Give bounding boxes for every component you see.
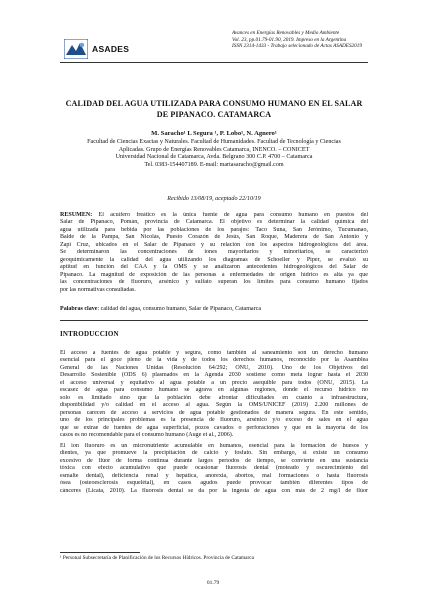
affiliation-line: Aplicadas. Grupo de Energías Renovables Catamarca, INENCO. – CONICET [118, 146, 310, 153]
affiliation [60, 139, 368, 169]
intro-paragraph-1 [60, 350, 368, 439]
title-line: CALIDAD DEL AGUA UTILIZADA PARA CONSUMO HUMANO EN EL SALAR [65, 99, 363, 108]
abstract-line: por las normativas consultadas. [60, 286, 136, 293]
abstract-line: Se determinaron las concentraciones de iones mayoritarios y minoritarios, se caracterizó [60, 249, 368, 256]
abstract-line: agua utilizada para bebida por las poblaciones de los parajes: Taco Suna, San Jerónimo, Tucumanao, [60, 226, 368, 233]
header-rule [60, 62, 368, 63]
abstract-line: Balde de la Pampa, San Nicolás, Puesto Corazón de Jesús, San Roque, Maderera de San Antonio y [60, 234, 368, 241]
section-heading: INTRODUCCION [60, 330, 119, 338]
abstract [60, 212, 368, 294]
intro-line: cánceres (Licata, 2010). La fluorosis dental se da por la ingesta de agua con más de 2 mg/l de flúor [60, 487, 368, 494]
abstract-line: El acuífero freático es la única fuente de agua para consumo humano en puestos del [92, 212, 368, 218]
intro-line: escasez de agua para consumo humano se agrava en algunas regiones, donde el recurso hídrico no [60, 387, 368, 394]
intro-line: excesivo de flúor de forma continua durante largos períodos de tiempo, se convierte en una sustancia [60, 457, 368, 464]
abstract-line: Salar de Pipanaco, Pomán, provincia de Catamarca. El objetivo es determinar la calidad química del [60, 219, 368, 226]
abstract-line: Pipanaco. La magnitud de exposición de las personas a enfermedades de origen hídrico es alta ya que [60, 271, 368, 278]
keywords-text: : calidad del agua, consumo humano, Salar de Pipanaco, Catamarca [97, 306, 261, 312]
journal-info [232, 30, 382, 50]
journal-line: Vol. 23, pp.01.79-01.90, 2019. Impreso en la Argentina [232, 36, 347, 43]
intro-line: casos es no recomendable para el consumo humano (Auge et al., 2006). [60, 431, 234, 438]
intro-line: General de las Naciones Unidas (Resolución 64/292; ONU, 2010). Uno de los Objetivos del [60, 364, 368, 371]
intro-line: Desarrollo Sostenible (ODS 6) plasmados en la Agenda 2030 sostiene como meta lograr hasta el 2030 [60, 372, 368, 379]
affiliation-line: Universidad Nacional de Catamarca, Avda. Belgrano 300 C.P. 4700 – Catamarca [115, 154, 313, 161]
intro-line: tóxica con efecto acumulativo que puede ocasionar fluorosis dental (moteado y oscurecimiento del [60, 465, 368, 472]
journal-line: Avances en Energías Renovables y Medio Ambiente [232, 30, 340, 36]
intro-line: solo es limitado sino que la población debe afrontar dificultades en cuanto a infraestructura, [60, 394, 368, 401]
intro-line: uno de los principales problemas es la presencia de fluoruro, arsénico y/o exceso de sales en el agua [60, 417, 368, 424]
abstract-line: las concentraciones de fluoruro, arsénico y sulfato superan los límites para consumo humano fijados [60, 279, 368, 286]
asades-logo-icon [64, 39, 88, 59]
abstract-line: aptitud en función del CAA y la OMS y se analizaron antecedentes hidrogeológicos del Salar de [60, 264, 368, 271]
intro-paragraph-2 [60, 443, 368, 495]
journal-line: ISSN 2314-1433 - Trabajo selecionado de Actas ASADES2019 [232, 43, 362, 50]
intro-line: disponibilidad y/o calidad en el acceso al agua. Según la OMS/UNICEF (2019) 2.200 millones de [60, 402, 368, 409]
received-dates: Recibido 13/08/19, aceptado 22/10/19 [167, 196, 261, 202]
intro-line: personas carecen de acceso a servicios de agua potable gestionados de manera segura. En este sentido, [60, 409, 368, 416]
abstract-line: Zapi Cruz, ubicados en el Salar de Pipanaco y su relación con los aspectos hidrogeológicos del área. [60, 241, 368, 248]
intro-line: esmalte dental), deficiencia renal y hepática, anorexia, abortos, mal formaciones o hasta fluorosis [60, 472, 368, 479]
paper-title [60, 98, 368, 120]
intro-line: esencial para el goce pleno de la vida y de todos los derechos humanos, reconocido por la Asamblea [60, 357, 368, 364]
affiliation-line: Tel. 0383-154407189. E-mail: martasaracho@gmail.com [144, 161, 284, 168]
abstract-line: geoquímicamente la calidad del agua utilizando los diagramas de Schoeller y Piper, se evaluó su [60, 256, 368, 263]
footnote: ¹ Personal Subsecretaría de Planificación de los Recursos Hídricos. Provincia de Catamarca [60, 555, 254, 561]
intro-line: que se extrae de fuentes de agua superficial, pozos cavados o perforaciones y que en la mayoría de los [60, 424, 368, 431]
abstract-label: RESUMEN: [60, 212, 93, 218]
intro-line: el acceso universal y equitativo al agua potable a un precio asequible para todos (ONU, 2015). La [60, 379, 368, 386]
intro-line: El ion fluoruro es un micronutriente acumulable en humanos, esencial para la formación de huesos y [60, 443, 368, 449]
section-rule [60, 320, 368, 321]
authors: M. Saracho¹ L Segura ¹, P. Lobo¹, N. Agnero¹ [151, 130, 277, 137]
title-line: DE PIPANACO. CATAMARCA [156, 110, 272, 119]
intro-line: ósea (osteoesclerosis esquelétal), en casos agudos puede provocar también diferentes tipos de [60, 480, 368, 487]
page-number: 01.79 [206, 580, 220, 586]
intro-line: dientes, ya que promueve la precipitación de calcio y fosfato. Sin embargo, si existe un consumo [60, 450, 368, 457]
affiliation-line: Facultad de Ciencias Exactas y Naturales. Facultad de Humanidades. Facultad de Tecnología y Ciencias [87, 139, 341, 145]
keywords [60, 306, 368, 313]
keywords-label: Palabras clave [60, 306, 98, 312]
intro-line: El acceso a fuentes de agua potable y segura, como también al saneamiento son un derecho humano [60, 350, 368, 356]
footnote-rule [60, 552, 140, 553]
logo-text: ASADES [92, 44, 130, 54]
